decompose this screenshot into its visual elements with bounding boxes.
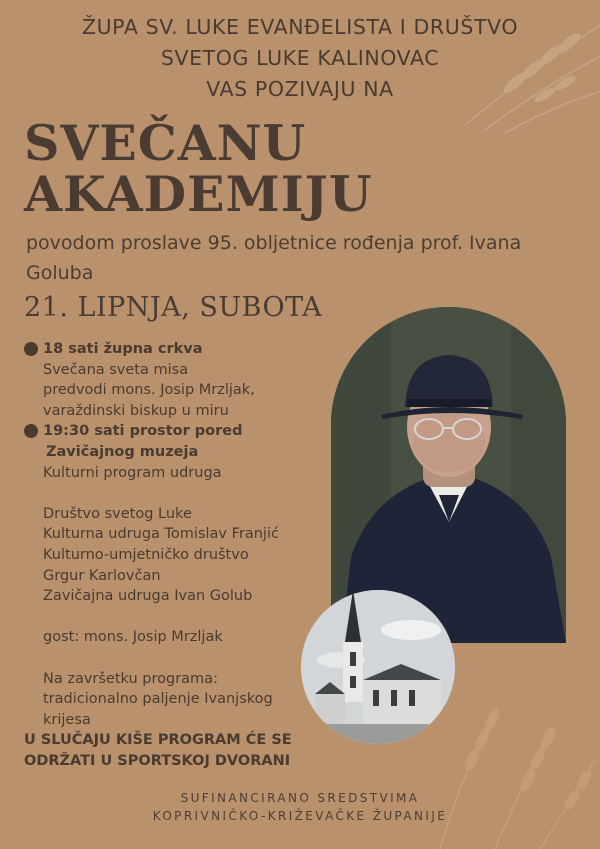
closing-line: krijesa bbox=[43, 711, 91, 728]
bullet-icon bbox=[24, 424, 38, 438]
schedule-item-heading bbox=[24, 339, 324, 360]
title-line: AKADEMIJU bbox=[24, 165, 373, 223]
program-schedule bbox=[24, 339, 324, 771]
performing-group: Grgur Karlovčan bbox=[43, 567, 161, 584]
header-line: ŽUPA SV. LUKE EVANĐELISTA I DRUŠTVO bbox=[81, 15, 519, 39]
bullet-icon bbox=[24, 342, 38, 356]
event-subtitle: povodom proslave 95. obljetnice rođenja prof. Ivana Goluba bbox=[26, 232, 522, 284]
schedule-heading-continued: Zavičajnog muzeja bbox=[46, 443, 199, 460]
sponsor-footer bbox=[0, 789, 600, 825]
schedule-line: predvodi mons. Josip Mrzljak, bbox=[43, 382, 255, 399]
title-line: SVEČANU bbox=[24, 114, 307, 172]
performing-group: Kulturno-umjetničko društvo bbox=[43, 546, 249, 563]
performing-group: Zavičajna udruga Ivan Golub bbox=[43, 588, 253, 605]
header-line: VAS POZIVAJU NA bbox=[206, 77, 394, 101]
schedule-heading-text: 18 sati župna crkva bbox=[43, 341, 203, 357]
performing-group: Društvo svetog Luke bbox=[43, 505, 192, 522]
header-line: SVETOG LUKE KALINOVAC bbox=[160, 46, 440, 70]
closing-line: Na završetku programa: bbox=[43, 670, 218, 687]
schedule-line: Svečana sveta misa bbox=[43, 361, 189, 378]
guest-line: gost: mons. Josip Mrzljak bbox=[43, 629, 223, 646]
closing-line: tradicionalno paljenje Ivanjskog bbox=[43, 691, 273, 708]
rain-notice: ODRŽATI U SPORTSKOJ DVORANI bbox=[24, 752, 291, 769]
schedule-line: Kulturni program udruga bbox=[43, 464, 222, 481]
schedule-line: varaždinski biskup u miru bbox=[43, 402, 229, 419]
wheat-decoration-icon bbox=[400, 690, 600, 849]
event-title bbox=[24, 114, 373, 223]
event-date: 21. LIPNJA, SUBOTA bbox=[24, 292, 323, 323]
footer-line: SUFINANCIRANO SREDSTVIMA bbox=[180, 791, 420, 805]
schedule-item-heading bbox=[24, 421, 324, 442]
rain-notice: U SLUČAJU KIŠE PROGRAM ĆE SE bbox=[24, 732, 292, 749]
performing-group: Kulturna udruga Tomislav Franjić bbox=[43, 526, 279, 543]
organizers-header bbox=[0, 12, 600, 105]
footer-line: KOPRIVNIČKO-KRIŽEVAČKE ŽUPANIJE bbox=[152, 809, 448, 823]
schedule-heading-text: 19:30 sati prostor pored bbox=[43, 423, 243, 440]
